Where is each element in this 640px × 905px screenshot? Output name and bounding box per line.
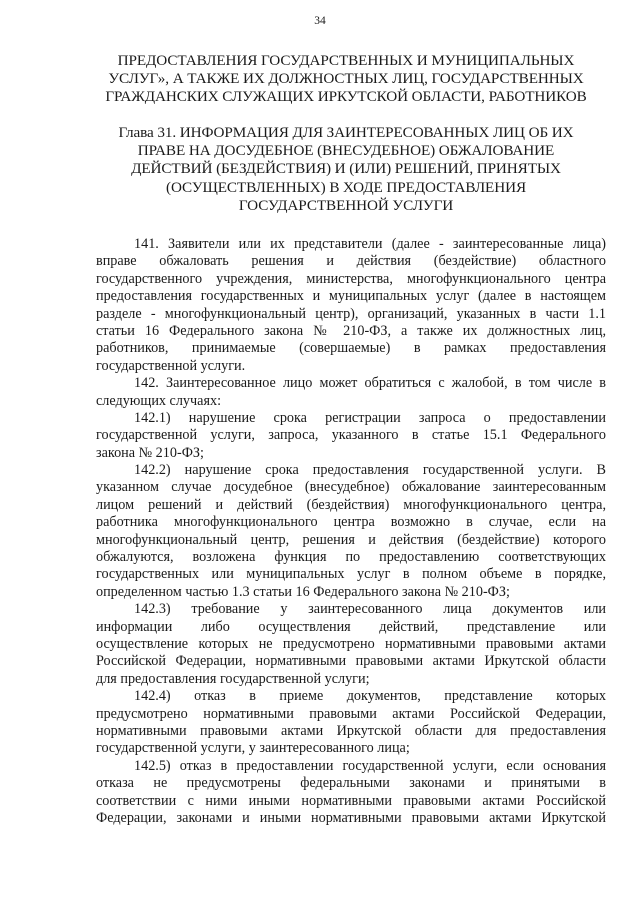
paragraph-line: 142.3) требование у заинтересованного лица документов или [134, 601, 606, 618]
page-number: 34 [314, 15, 326, 27]
paragraph-line: 142.5) отказ в предоставлении государственной услуги, если основания [134, 757, 606, 774]
paragraph-line: 142.1) нарушение срока регистрации запроса о предоставлении [134, 409, 606, 426]
paragraph-line: 142.4) отказ в приеме документов, представление которых [134, 688, 606, 705]
paragraph-line: 142. Заинтересованное лицо может обратиться с жалобой, в том числе в [134, 375, 606, 392]
paragraph-line: определенном частью 1.3 статьи 16 Федерального закона № 210-ФЗ; [96, 583, 510, 600]
section-heading-line: УСЛУГ», А ТАКЖЕ ИХ ДОЛЖНОСТНЫХ ЛИЦ, ГОСУДАРСТВЕННЫХ [108, 70, 584, 88]
chapter-heading-line: ПРАВЕ НА ДОСУДЕБНОЕ (ВНЕСУДЕБНОЕ) ОБЖАЛОВАНИЕ [137, 142, 555, 160]
paragraph-line: для предоставления государственной услуги; [96, 670, 370, 687]
paragraph-line: работника многофункционального центра возможно в случае, если на [96, 514, 606, 531]
chapter-heading-line: Глава 31. ИНФОРМАЦИЯ ДЛЯ ЗАИНТЕРЕСОВАННЫХ ЛИЦ ОБ ИХ [118, 124, 574, 141]
section-heading-line: ГРАЖДАНСКИХ СЛУЖАЩИХ ИРКУТСКОЙ ОБЛАСТИ, РАБОТНИКОВ [105, 88, 587, 106]
paragraph-line: государственного учреждения, министерства, многофункционального центра [96, 270, 606, 287]
paragraph-line: информации либо осуществления действий, представление или [96, 618, 606, 635]
paragraph-line: отказа не предусмотрены федеральными законами и принятыми в [96, 775, 606, 792]
paragraph-line: лицом решений и действий (бездействия) многофункционального центра, [96, 496, 606, 513]
paragraph-line: статьи 16 Федерального закона № 210-ФЗ, а также их должностных лиц, [96, 322, 606, 339]
body-text [96, 236, 606, 827]
paragraph-line: осуществление которых не предусмотрено нормативными правовыми актами [96, 635, 606, 652]
paragraph-line: Федерации, законами и иными нормативными правовыми актами Иркутской [96, 809, 606, 826]
paragraph-line: работников, принимаемые (совершаемые) в рамках предоставления [96, 340, 606, 357]
paragraph-line: Российской Федерации, нормативными правовыми актами Иркутской области [96, 653, 606, 670]
paragraph-line: 141. Заявители или их представители (далее - заинтересованные лица) [134, 236, 606, 252]
paragraph-line: соответствии с ними иными нормативными правовыми актами Российской [96, 792, 606, 809]
paragraph-line: 142.2) нарушение срока предоставления государственной услуги. В [134, 462, 606, 479]
paragraph-line: обжалуются, возложена функция по предоставлению соответствующих [96, 549, 606, 566]
chapter-heading-line: ДЕЙСТВИЙ (БЕЗДЕЙСТВИЯ) И (ИЛИ) РЕШЕНИЙ, ПРИНЯТЫХ [131, 160, 561, 178]
paragraph-line: предусмотрено нормативными правовыми актами Российской Федерации, [96, 705, 606, 722]
chapter-heading [96, 124, 596, 215]
paragraph-line: разделе - многофункциональный центр), организаций, указанных в части 1.1 [96, 305, 606, 322]
paragraph-line: следующих случаях: [96, 392, 222, 409]
paragraph-line: государственной услуги. [96, 357, 246, 374]
paragraph-line: закона № 210-ФЗ; [96, 444, 204, 461]
chapter-heading-line: (ОСУЩЕСТВЛЕННЫХ) В ХОДЕ ПРЕДОСТАВЛЕНИЯ [165, 178, 526, 196]
section-heading-line: ПРЕДОСТАВЛЕНИЯ ГОСУДАРСТВЕННЫХ И МУНИЦИПАЛЬНЫХ [117, 52, 575, 69]
paragraph-line: предоставления государственных и муниципальных услуг (далее в настоящем [96, 288, 606, 305]
section-heading [96, 52, 596, 107]
paragraph-line: указанном случае досудебное (внесудебное) обжалование заинтересованным [96, 479, 606, 496]
paragraph-line: государственной услуги, у заинтересованного лица; [96, 740, 410, 757]
paragraph-line: нормативными правовыми актами Иркутской области для предоставления [96, 722, 606, 739]
paragraph-line: многофункциональный центр, решения и действия (бездействие) которого [96, 531, 606, 548]
paragraph-line: государственной услуги, запроса, указанного в статье 15.1 Федерального [96, 427, 606, 444]
chapter-heading-line: ГОСУДАРСТВЕННОЙ УСЛУГИ [238, 196, 454, 214]
paragraph-line: вправе обжаловать решения и действия (бездействие) областного [96, 253, 606, 270]
paragraph-line: государственных или муниципальных услуг в полном объеме в порядке, [96, 566, 606, 583]
